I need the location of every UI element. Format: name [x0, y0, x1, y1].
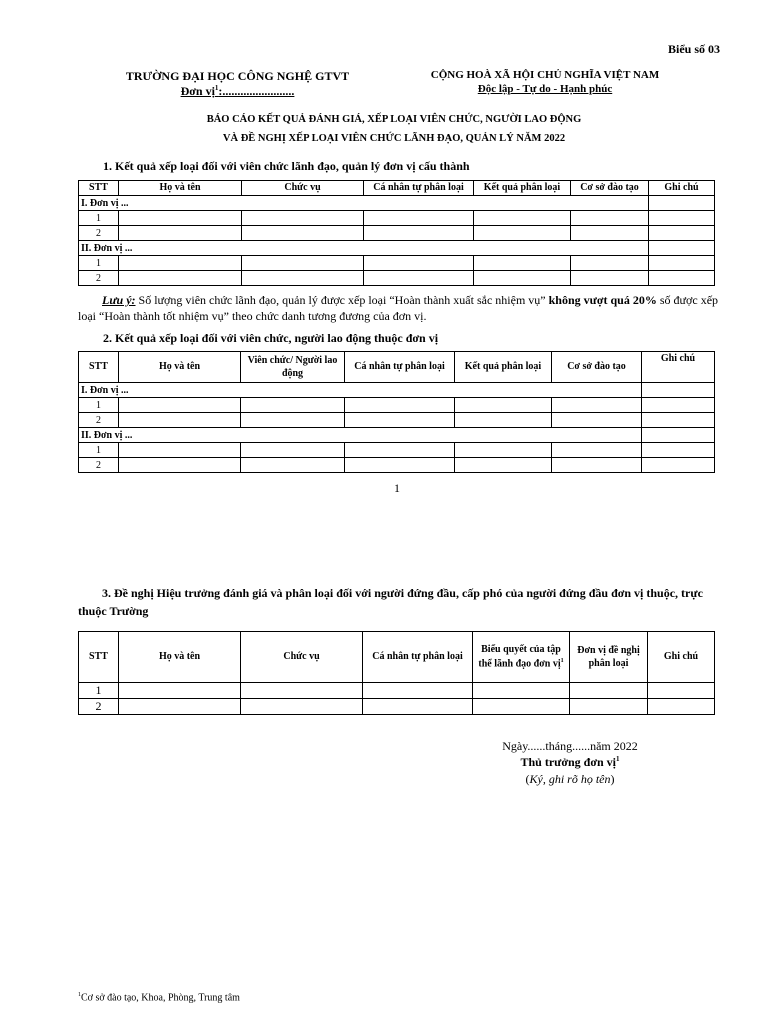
table-row: [79, 226, 715, 241]
note-label: Lưu ý:: [102, 293, 136, 307]
table-cell[interactable]: [455, 398, 552, 413]
table-header-row: [79, 181, 715, 196]
col-header-position: Chức vụ: [242, 181, 364, 196]
table-cell[interactable]: [241, 699, 363, 715]
table-cell[interactable]: [571, 271, 649, 286]
table-cell[interactable]: [119, 226, 242, 241]
table-cell[interactable]: [642, 458, 715, 473]
header-text: Biểu quyết của tập thể lãnh đạo đơn vị: [478, 644, 561, 670]
note-bold-limit: không vượt quá 20%: [548, 293, 657, 307]
table-cell[interactable]: [364, 211, 474, 226]
col-header-self-rating: Cá nhân tự phân loại: [363, 632, 473, 683]
table-cell[interactable]: [241, 443, 345, 458]
table-cell[interactable]: [571, 256, 649, 271]
section1-heading: 1. Kết quả xếp loại đối với viên chức lãnh đạo, quản lý đơn vị cấu thành: [103, 159, 470, 173]
table-cell[interactable]: [570, 683, 648, 699]
signature-instruction: (Ký, ghi rõ họ tên): [525, 772, 615, 786]
table-cell[interactable]: [473, 683, 570, 699]
table-cell[interactable]: [345, 458, 455, 473]
section3-heading: 3. Đề nghị Hiệu trưởng đánh giá và phân loại đối với người đứng đầu, cấp phó của người đứng đầu đơn vị thuộc, trực thuộc Trường: [78, 586, 703, 618]
group-label: I. Đơn vị ...: [79, 196, 649, 211]
table-cell[interactable]: [649, 241, 715, 256]
table-cell[interactable]: [642, 413, 715, 428]
row-number: 1: [79, 398, 119, 413]
table-cell[interactable]: [642, 443, 715, 458]
table-row: [79, 699, 715, 715]
col-header-stt: STT: [79, 632, 119, 683]
footnote: [78, 992, 478, 1003]
col-header-self-rating: Cá nhân tự phân loại: [364, 181, 474, 196]
table-cell[interactable]: [363, 683, 473, 699]
row-number: 2: [79, 413, 119, 428]
table-cell[interactable]: [119, 458, 241, 473]
footnote-mark: 1: [560, 657, 564, 664]
col-header-position: Chức vụ: [241, 632, 363, 683]
table-cell[interactable]: [119, 683, 241, 699]
table-cell[interactable]: [119, 413, 241, 428]
table-row: [79, 271, 715, 286]
table-group-row: [79, 241, 715, 256]
section2-heading: 2. Kết quả xếp loại đối với viên chức, người lao động thuộc đơn vị: [103, 331, 439, 345]
school-name: TRƯỜNG ĐẠI HỌC CÔNG NGHỆ GTVT: [125, 69, 350, 83]
table-cell[interactable]: [364, 271, 474, 286]
table-cell[interactable]: [571, 211, 649, 226]
table-cell[interactable]: [242, 211, 364, 226]
nation-name: CỘNG HOÀ XÃ HỘI CHỦ NGHĨA VIỆT NAM: [430, 69, 660, 81]
table-cell[interactable]: [474, 256, 571, 271]
table-cell[interactable]: [474, 271, 571, 286]
col-header-name: Họ và tên: [119, 632, 241, 683]
table-row: [79, 458, 715, 473]
col-header-stt: STT: [79, 181, 119, 196]
table-cell[interactable]: [649, 196, 715, 211]
section3-table: [78, 631, 715, 715]
note-text-2: số được xếp loại “Hoàn thành tốt nhiệm vụ” theo chức danh tương đương của đơn vị.: [78, 293, 719, 323]
row-number: 1: [79, 443, 119, 458]
table-cell[interactable]: [345, 398, 455, 413]
col-header-notes: Ghi chú: [648, 632, 715, 683]
table-cell[interactable]: [455, 413, 552, 428]
table-cell[interactable]: [119, 443, 241, 458]
table-cell[interactable]: [119, 699, 241, 715]
role-footnote-mark: 1: [616, 755, 620, 763]
form-number: Biểu số 03: [667, 42, 720, 56]
table-cell[interactable]: [642, 383, 715, 398]
table-header-row: [79, 632, 715, 683]
col-header-stt: STT: [79, 352, 119, 383]
row-number: 1: [79, 683, 119, 699]
table-header-row: [79, 352, 715, 383]
table-row: [79, 413, 715, 428]
table-cell[interactable]: [649, 271, 715, 286]
note-text-1: Số lượng viên chức lãnh đạo, quản lý được xếp loại “Hoàn thành xuất sắc nhiệm vụ”: [135, 293, 549, 307]
col-header-name: Họ và tên: [119, 352, 241, 383]
unit-line: [100, 84, 375, 99]
group-label: I. Đơn vị ...: [79, 383, 642, 398]
table-cell[interactable]: [552, 443, 642, 458]
table-row: [79, 398, 715, 413]
table-cell[interactable]: [364, 256, 474, 271]
table-cell[interactable]: [649, 256, 715, 271]
table-cell[interactable]: [455, 458, 552, 473]
table-cell[interactable]: [363, 699, 473, 715]
col-header-result: Kết quả phân loại: [455, 352, 552, 383]
table-cell[interactable]: [473, 699, 570, 715]
col-header-self-rating: Cá nhân tự phân loại: [345, 352, 455, 383]
row-number: 2: [79, 271, 119, 286]
table-group-row: [79, 383, 715, 398]
table-cell[interactable]: [552, 458, 642, 473]
unit-label: Đơn vị: [180, 84, 215, 98]
table-cell[interactable]: [648, 683, 715, 699]
col-header-collective-vote: [473, 632, 570, 683]
col-header-notes: Ghi chú: [642, 352, 715, 383]
report-title-line2: VÀ ĐỀ NGHỊ XẾP LOẠI VIÊN CHỨC LÃNH ĐẠO, QUẢN LÝ NĂM 2022: [222, 133, 566, 144]
table-cell[interactable]: [242, 271, 364, 286]
footnote-mark: 1: [78, 992, 81, 998]
row-number: 2: [79, 226, 119, 241]
row-number: 2: [79, 699, 119, 715]
page-number: 1: [394, 481, 400, 495]
col-header-employee-type: Viên chức/ Người lao động: [241, 352, 345, 383]
table-cell[interactable]: [345, 413, 455, 428]
table-row: [79, 443, 715, 458]
table-cell[interactable]: [119, 211, 242, 226]
table-cell[interactable]: [455, 443, 552, 458]
table-cell[interactable]: [241, 413, 345, 428]
table-cell[interactable]: [570, 699, 648, 715]
col-header-result: Kết quả phân loại: [474, 181, 571, 196]
col-header-facility: Cơ sở đào tạo: [571, 181, 649, 196]
unit-dots: :........................: [218, 84, 295, 98]
row-number: 1: [79, 256, 119, 271]
section2-table: [78, 351, 715, 473]
table-cell[interactable]: [119, 256, 242, 271]
group-label: II. Đơn vị ...: [79, 428, 642, 443]
table-cell[interactable]: [648, 699, 715, 715]
row-number: 2: [79, 458, 119, 473]
table-row: [79, 683, 715, 699]
table-cell[interactable]: [649, 211, 715, 226]
report-title-line1: BÁO CÁO KẾT QUẢ ĐÁNH GIÁ, XẾP LOẠI VIÊN CHỨC, NGƯỜI LAO ĐỘNG: [206, 114, 582, 125]
table-cell[interactable]: [642, 398, 715, 413]
note-paragraph: [78, 292, 718, 324]
nation-motto: Độc lập - Tự do - Hạnh phúc: [477, 83, 613, 95]
row-number: 1: [79, 211, 119, 226]
table-group-row: [79, 428, 715, 443]
col-header-facility: Cơ sở đào tạo: [552, 352, 642, 383]
table-cell[interactable]: [642, 428, 715, 443]
table-cell[interactable]: [119, 271, 242, 286]
table-cell[interactable]: [241, 458, 345, 473]
nation-motto-wrap: [395, 83, 695, 95]
unit-footnote-mark: 1: [214, 84, 219, 92]
table-cell[interactable]: [552, 398, 642, 413]
table-cell[interactable]: [242, 256, 364, 271]
table-cell[interactable]: [241, 683, 363, 699]
col-header-notes: Ghi chú: [649, 181, 715, 196]
section1-table: [78, 180, 715, 286]
signature-role: [450, 755, 690, 770]
col-header-unit-proposal: Đơn vị đề nghị phân loại: [570, 632, 648, 683]
table-group-row: [79, 196, 715, 211]
instruction-text: Ký, ghi rõ họ tên: [529, 772, 611, 786]
footnote-text: Cơ sở đào tạo, Khoa, Phòng, Trung tâm: [81, 992, 240, 1004]
col-header-name: Họ và tên: [119, 181, 242, 196]
table-cell[interactable]: [571, 226, 649, 241]
group-label: II. Đơn vị ...: [79, 241, 649, 256]
table-row: [79, 211, 715, 226]
table-cell[interactable]: [364, 226, 474, 241]
signature-date: Ngày......tháng......năm 2022: [502, 739, 638, 753]
table-row: [79, 256, 715, 271]
table-cell[interactable]: [649, 226, 715, 241]
table-cell[interactable]: [345, 443, 455, 458]
table-cell[interactable]: [552, 413, 642, 428]
table-cell[interactable]: [119, 398, 241, 413]
table-cell[interactable]: [241, 398, 345, 413]
table-cell[interactable]: [474, 211, 571, 226]
table-cell[interactable]: [242, 226, 364, 241]
role-text: Thủ trưởng đơn vị: [520, 755, 617, 769]
table-cell[interactable]: [474, 226, 571, 241]
